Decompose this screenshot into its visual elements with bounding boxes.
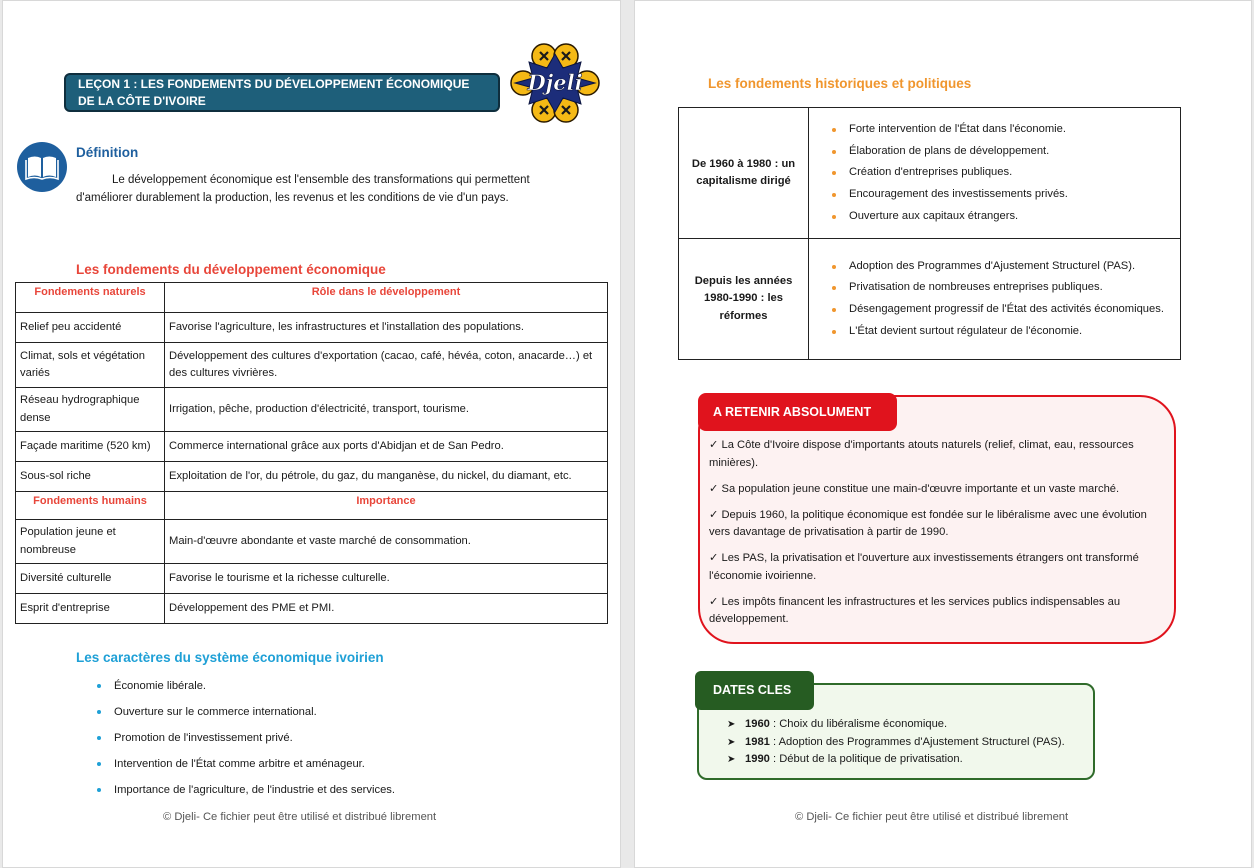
table-cell: Esprit d'entreprise: [16, 594, 165, 624]
period-label: De 1960 à 1980 : un capitalisme dirigé: [679, 108, 809, 239]
list-item: Économie libérale.: [95, 673, 395, 699]
date-text: : Adoption des Programmes d'Ajustement Structurel (PAS).: [769, 735, 1065, 748]
table-cell: Développement des PME et PMI.: [165, 594, 608, 624]
table-cell: Main-d'œuvre abondante et vaste marché de consommation.: [165, 520, 608, 564]
list-item: Création d'entreprises publiques.: [831, 164, 1174, 182]
page-1: [2, 0, 621, 868]
definition-heading: Définition: [76, 145, 139, 160]
retenir-list: [709, 437, 1171, 637]
list-item: [727, 751, 1065, 769]
dates-list: [727, 716, 1065, 769]
list-item: Encouragement des investissements privés.: [831, 186, 1174, 204]
list-item: Désengagement progressif de l'État des activités économiques.: [831, 301, 1174, 319]
list-item: [727, 734, 1065, 752]
date-year: 1981: [745, 735, 770, 748]
fondements-heading: Les fondements du développement économique: [76, 262, 386, 277]
caracteres-list: [95, 673, 395, 803]
table-cell: Diversité culturelle: [16, 564, 165, 594]
table-header: Fondements naturels: [16, 283, 165, 313]
period-list: [831, 258, 1174, 341]
definition-text: Le développement économique est l'ensemble des transformations qui permettent d'améliorer durablement la production, les revenus et les conditions de vie d'un pays.: [76, 174, 530, 204]
list-item: ✓ Depuis 1960, la politique économique est fondée sur le libéralisme avec une évolution vers davantage de privatisation à partir de 1990.: [709, 508, 1147, 538]
table-cell: Population jeune et nombreuse: [16, 520, 165, 564]
arrow-bullet-icon: ➤: [727, 719, 736, 730]
list-item: L'État devient surtout régulateur de l'économie.: [831, 323, 1174, 341]
historique-table: [678, 107, 1181, 360]
period-list: [831, 121, 1174, 226]
arrow-bullet-icon: ➤: [727, 754, 736, 765]
list-item: Adoption des Programmes d'Ajustement Structurel (PAS).: [831, 258, 1174, 276]
page-footer: © Djeli- Ce fichier peut être utilisé et distribué librement: [795, 811, 1069, 823]
list-item: ✓ Les PAS, la privatisation et l'ouverture aux investissements étrangers ont transformé l'économie ivoirienne.: [709, 552, 1139, 582]
list-item: Ouverture aux capitaux étrangers.: [831, 208, 1174, 226]
period-label: Depuis les années 1980-1990 : les réformes: [679, 239, 809, 360]
date-year: 1960: [745, 718, 770, 730]
table-cell: Façade maritime (520 km): [16, 432, 165, 462]
dates-title: DATES CLES: [695, 671, 814, 710]
table-cell: Développement des cultures d'exportation (cacao, café, hévéa, coton, anacarde…) et des cultures vivrières.: [165, 343, 608, 388]
table-cell: Exploitation de l'or, du pétrole, du gaz, du manganèse, du nickel, du diamant, etc.: [165, 462, 608, 492]
date-text: : Début de la politique de privatisation.: [769, 753, 963, 765]
table-cell: Relief peu accidenté: [16, 313, 165, 343]
table-header: Fondements humains: [16, 492, 165, 520]
table-cell: Sous-sol riche: [16, 462, 165, 492]
historique-heading: Les fondements historiques et politiques: [708, 76, 972, 91]
table-cell: Réseau hydrographique dense: [16, 388, 165, 432]
list-item: Promotion de l'investissement privé.: [95, 725, 395, 751]
page-2: [634, 0, 1252, 868]
table-cell: Favorise le tourisme et la richesse culturelle.: [165, 564, 608, 594]
table-header: Rôle dans le développement: [165, 283, 608, 313]
table-cell: Commerce international grâce aux ports d'Abidjan et de San Pedro.: [165, 432, 608, 462]
list-item: Importance de l'agriculture, de l'industrie et des services.: [95, 777, 395, 803]
svg-text:Djeli: Djeli: [527, 70, 583, 95]
list-item: [727, 716, 1065, 734]
list-item: Élaboration de plans de développement.: [831, 143, 1174, 161]
list-item: ✓ La Côte d'Ivoire dispose d'importants atouts naturels (relief, climat, eau, ressources minières).: [709, 439, 1134, 469]
fondements-table: [15, 282, 608, 624]
lesson-title: LEÇON 1 : LES FONDEMENTS DU DÉVELOPPEMENT ÉCONOMIQUE DE LA CÔTE D'IVOIRE: [64, 73, 500, 112]
caracteres-heading: Les caractères du système économique ivoirien: [76, 650, 384, 665]
book-icon: [16, 141, 68, 193]
djeli-logo: [507, 42, 603, 124]
list-item: Intervention de l'État comme arbitre et aménageur.: [95, 751, 395, 777]
retenir-title: A RETENIR ABSOLUMENT: [698, 393, 897, 431]
list-item: Ouverture sur le commerce international.: [95, 699, 395, 725]
table-header: Importance: [165, 492, 608, 520]
list-item: Forte intervention de l'État dans l'économie.: [831, 121, 1174, 139]
table-cell: Climat, sols et végétation variés: [16, 343, 165, 388]
page-footer: © Djeli- Ce fichier peut être utilisé et distribué librement: [163, 811, 437, 823]
list-item: Privatisation de nombreuses entreprises publiques.: [831, 279, 1174, 297]
table-cell: Favorise l'agriculture, les infrastructures et l'installation des populations.: [165, 313, 608, 343]
date-text: : Choix du libéralisme économique.: [769, 718, 948, 730]
list-item: ✓ Sa population jeune constitue une main-d'œuvre importante et un vaste marché.: [709, 482, 1120, 495]
list-item: ✓ Les impôts financent les infrastructures et les services publics indispensables au développement.: [709, 595, 1121, 625]
table-cell: Irrigation, pêche, production d'électricité, transport, tourisme.: [165, 388, 608, 432]
date-year: 1990: [745, 753, 770, 765]
arrow-bullet-icon: ➤: [727, 736, 736, 748]
